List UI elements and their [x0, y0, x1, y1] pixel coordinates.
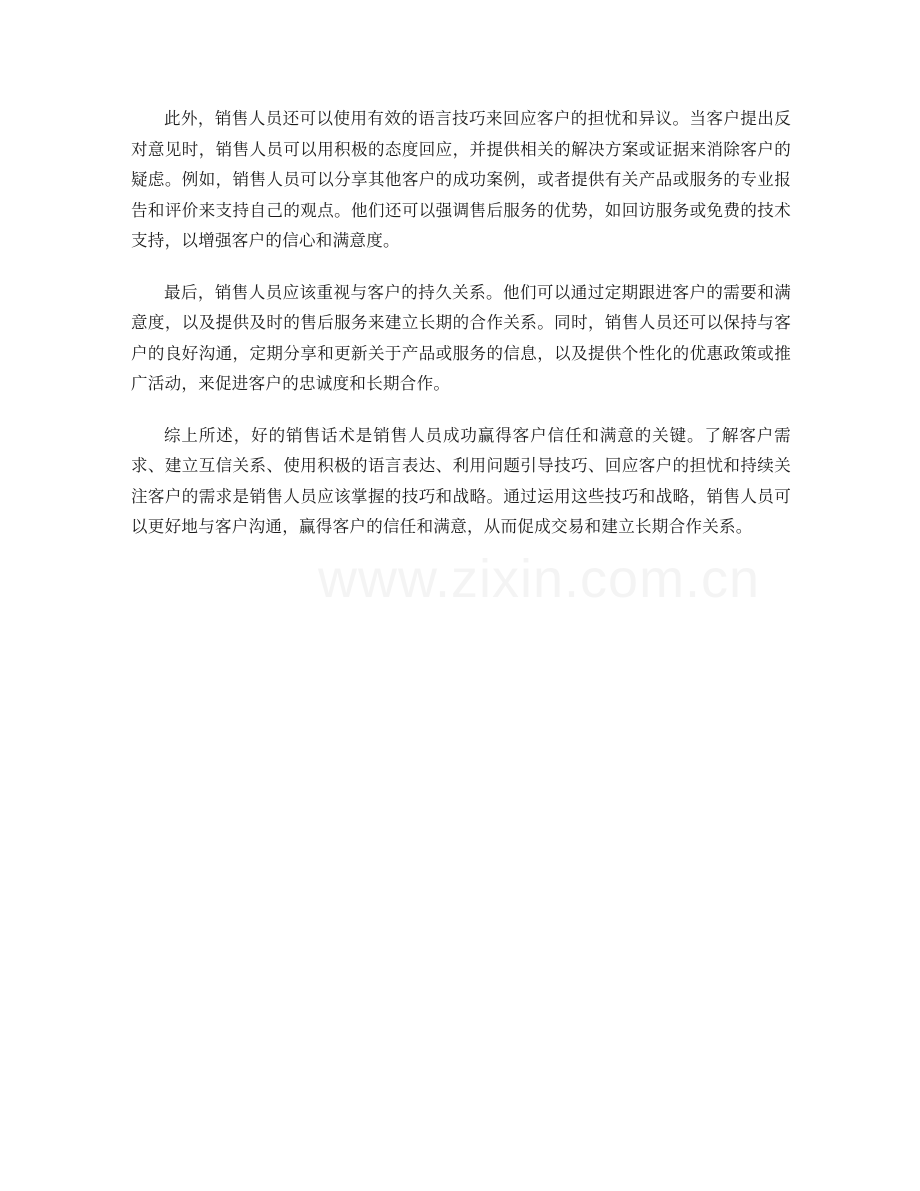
- paragraph-long-term-relationship: 最后，销售人员应该重视与客户的持久关系。他们可以通过定期跟进客户的需要和满意度，以及提供及时的售后服务来建立长期的合作关系。同时，销售人员还可以保持与客户的良好沟通，定期分享和更新关于产品或服务的信息，以及提供个性化的优惠政策或推广活动，来促进客户的忠诚度和长期合作。: [131, 282, 791, 393]
- watermark: www.zixin.com.cn: [318, 549, 761, 609]
- paragraph-conclusion: 综上所述，好的销售话术是销售人员成功赢得客户信任和满意的关键。了解客户需求、建立互信关系、使用积极的语言表达、利用问题引导技巧、回应客户的担忧和持续关注客户的需求是销售人员应该掌握的技巧和战略。通过运用这些技巧和战略，销售人员可以更好地与客户沟通，赢得客户的信任和满意，从而促成交易和建立长期合作关系。: [131, 425, 791, 536]
- document-body: [131, 104, 791, 564]
- paragraph-after-objections: 此外，销售人员还可以使用有效的语言技巧来回应客户的担忧和异议。当客户提出反对意见时，销售人员可以用积极的态度回应，并提供相关的解决方案或证据来消除客户的疑虑。例如，销售人员可以分享其他客户的成功案例，或者提供有关产品或服务的专业报告和评价来支持自己的观点。他们还可以强调售后服务的优势，如回访服务或免费的技术支持，以增强客户的信心和满意度。: [131, 109, 791, 250]
